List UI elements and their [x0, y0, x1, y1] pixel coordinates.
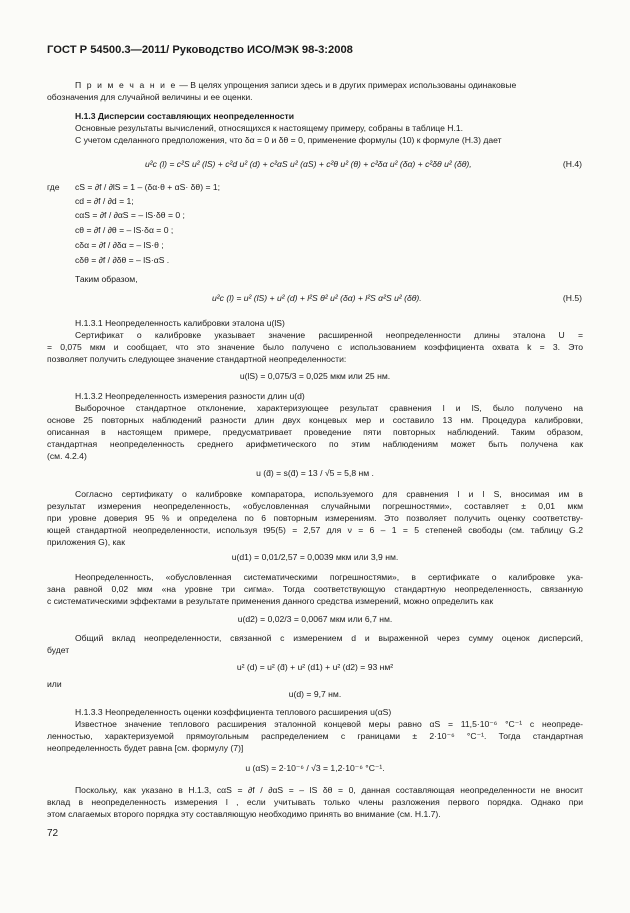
text-line: основе 25 повторных наблюдений разности длин двух концевых мер и составило 13 нм. Процедура калибровки, [47, 415, 583, 425]
coefficient-line: cδα = ∂f / ∂δα = – lS·θ ; [75, 240, 164, 250]
paragraph-2: С учетом сделанного предположения, что δα = 0 и δθ = 0, применение формулы (10) к формуле (Н.3) дает [75, 135, 502, 145]
text-line: Выборочное стандартное отклонение, характеризующее результат сравнения l и lS, было получено на [75, 403, 583, 413]
text-line: позволяет получить следующее значение стандартной неопределенности: [47, 354, 347, 364]
text-line: ленностью, характеризуемой прямоугольным распределением с границами ± 2·10⁻⁶ °C⁻¹. Тогда стандартная [47, 731, 583, 741]
subsection-title-1312: Н.1.3.2 Неопределенность измерения разности длин u(d) [75, 391, 305, 401]
subsection-title-1311: Н.1.3.1 Неопределенность калибровки эталона u(lS) [75, 318, 285, 328]
or-text: или [47, 679, 62, 689]
equation-u-ls: u(lS) = 0,075/3 = 0,025 мкм или 25 нм. [239, 371, 391, 381]
coefficient-line: cαS = ∂f / ∂αS = – lS·δθ = 0 ; [75, 210, 185, 220]
equation-u-dbar: u (d̄) = s(d̄) = 13 / √5 = 5,8 нм . [256, 468, 374, 478]
text-line: ющей стандартной неопределенности, используя t95(5) = 2,57 для ν = 6 – 1 = 5 степеней свободы (см. таблицу G.2 [47, 525, 583, 535]
subsection-title-1313: Н.1.3.3 Неопределенность оценки коэффициента теплового расширения u(αS) [75, 707, 392, 717]
paragraph-1: Основные результаты вычислений, относящихся к настоящему примеру, собраны в таблице Н.1. [75, 123, 464, 133]
note-label: П р и м е ч а н и е [75, 80, 177, 90]
text-line: при уровне доверия 95 % и определена по 6 повторным измерениям. Это позволяет получить оценку соответству- [47, 513, 583, 523]
coefficient-line: cθ = ∂f / ∂θ = – lS·δα = 0 ; [75, 225, 174, 235]
text-line: вклад в неопределенность измерения l , если учитывать только члены разложения первого порядка. Однако при [47, 797, 583, 807]
equation-h5: u²c (l) = u² (lS) + u² (d) + l²S θ² u² (δα) + l²S α²S u² (δθ). [212, 293, 422, 303]
text-line: стандартная неопределенность среднего арифметического по этим наблюдениям может быть получена как [47, 439, 583, 449]
equation-number-h5: (Н.5) [562, 293, 582, 303]
equation-u-alpha: u (αS) = 2·10⁻⁶ / √3 = 1,2·10⁻⁶ °C⁻¹. [245, 763, 385, 773]
text-line: этом слагаемых второго порядка эту составляющую необходимо принять во внимание (см. Н.1.7). [47, 809, 441, 819]
equation-u-d2: u(d2) = 0,02/3 = 0,0067 мкм или 6,7 нм. [237, 614, 393, 624]
thus-text: Таким образом, [75, 274, 138, 284]
text-line: (см. 4.2.4) [47, 451, 87, 461]
text-line: описанная в настоящем примере, предусматривает проведение пяти повторных наблюдений. Таким образом, [47, 427, 583, 437]
text-line: приложения G), как [47, 537, 125, 547]
section-heading-h13: Н.1.3 Дисперсии составляющих неопределенности [75, 111, 295, 121]
where-label: где [47, 182, 60, 192]
equation-u-d1: u(d1) = 0,01/2,57 = 0,0039 мкм или 3,9 нм. [231, 552, 399, 562]
text-line: Неопределенность, «обусловленная систематическими погрешностями», в сертификате о калибровке ука- [75, 572, 583, 582]
equation-u2-d: u² (d) = u² (d̄) + u² (d1) + u² (d2) = 93 нм² [236, 662, 394, 672]
coefficient-line: cS = ∂f / ∂lS = 1 – (δα·θ + αS· δθ) = 1; [75, 182, 221, 192]
note-text: — В целях упрощения записи здесь и в других примерах использованы одинаковые [176, 80, 517, 90]
coefficient-line: cδθ = ∂f / ∂δθ = – lS·αS . [75, 255, 170, 265]
text-line: = 0,075 мкм и сообщает, что это значение было получено с использованием коэффициента охвата k = 3. Это [47, 342, 583, 352]
text-line: результат измерения неопределенность, «обусловленная случайными погрешностями», составляет ± 0,01 мкм [47, 501, 583, 511]
text-line: Известное значение теплового расширения эталонной концевой меры равно αS = 11,5·10⁻⁶ °C⁻¹ с неопреде- [75, 719, 583, 729]
text-line: Согласно сертификату о калибровке компаратора, используемого для сравнения l и l S, вносимая им в [75, 489, 583, 499]
text-line: Поскольку, как указано в Н.1.3, cαS = ∂f / ∂αS = – lS δθ = 0, данная составляющая неопределенности не вносит [75, 785, 583, 795]
equation-number-h4: (Н.4) [562, 159, 582, 169]
equation-u-d: u(d) = 9,7 нм. [288, 689, 342, 699]
note-line-2: обозначения для случайной величины и ее оценки. [47, 92, 253, 102]
coefficient-line: cd = ∂f / ∂d = 1; [75, 196, 134, 206]
text-line: с систематическими эффектами в результате применения данного средства измерений, можно определить как [47, 596, 494, 606]
note-line-1 [75, 80, 516, 91]
text-line: зана равной 0,02 мкм «на уровне три сигма». Тогда соответствующую стандартную неопределенность, связанную [47, 584, 583, 594]
text-line: Сертификат о калибровке указывает значение расширенной неопределенности длины эталона U = [75, 330, 583, 340]
page-number: 72 [47, 828, 59, 839]
text-line: будет [47, 645, 70, 655]
running-header: ГОСТ Р 54500.3—2011/ Руководство ИСО/МЭК 98-3:2008 [47, 44, 353, 56]
text-line: неопределенность будет равна [см. формулу (7)] [47, 743, 244, 753]
text-line: Общий вклад неопределенности, связанной с измерением d и выраженной через сумму оценок дисперсий, [75, 633, 583, 643]
equation-h4: u²c (l) = c²S u² (lS) + c²d u² (d) + c²αS u² (αS) + c²θ u² (θ) + c²δα u² (δα) + c²δθ u² (δθ), [145, 159, 472, 169]
